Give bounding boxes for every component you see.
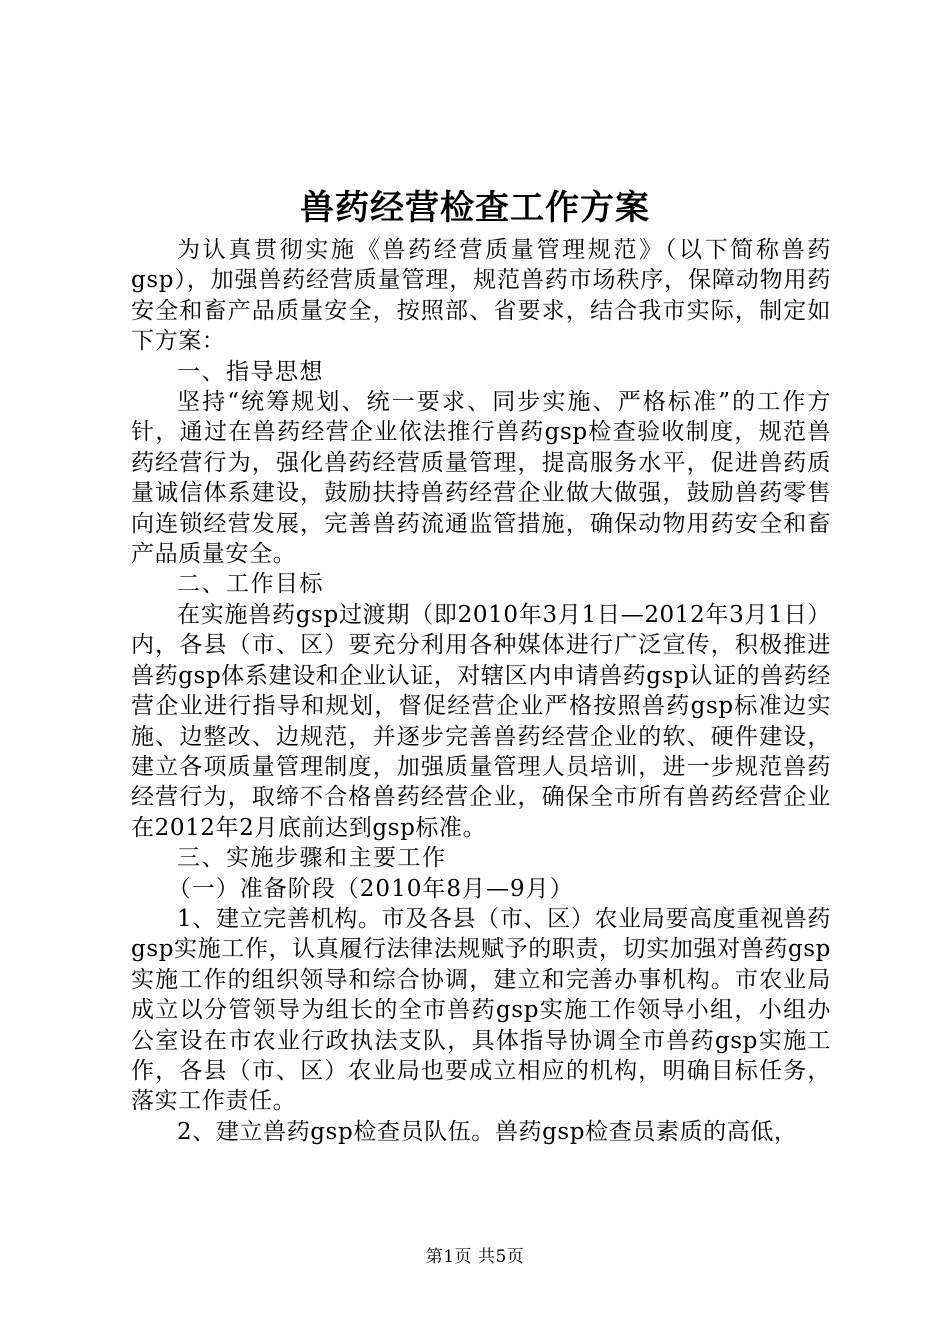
subsection-heading-preparation: （一）准备阶段（2010年8月—9月） xyxy=(167,875,574,902)
paragraph-item-1: 1、建立完善机构。市及各县（市、区）农业局要高度重视兽药gsp实施工作，认真履行法律法规赋予的职责，切实加强对兽药gsp实施工作的组织领导和综合协调，建立和完善办事机构。市农业局成立以分管领导为组长的全市兽药gsp实施工作领导小组，小组办公室设在市农业行政执法支队，具体指导协调全市兽药gsp实施工作，各县（市、区）农业局也要成立相应的机构，明确目标任务，落实工作责任。 xyxy=(131,905,831,1115)
paragraph-intro: 为认真贯彻实施《兽药经营质量管理规范》（以下简称兽药gsp），加强兽药经营质量管理，规范兽药市场秩序，保障动物用药安全和畜产品质量安全，按照部、省要求，结合我市实际，制定如下方案： xyxy=(131,237,831,355)
section-heading-guiding-thought: 一、指导思想 xyxy=(177,358,324,385)
paragraph-work-goals: 在实施兽药gsp过渡期（即2010年3月1日—2012年3月1日）内，各县（市、区）要充分利用各种媒体进行广泛宣传，积极推进兽药gsp体系建设和企业认证，对辖区内申请兽药gsp认证的兽药经营企业进行指导和规划，督促经营企业严格按照兽药gsp标准边实施、边整改、边规范，并逐步完善兽药经营企业的软、硬件建设，建立各项质量管理制度，加强质量管理人员培训，进一步规范兽药经营行为，取缔不合格兽药经营企业，确保全市所有兽药经营企业在2012年2月底前达到gsp标准。 xyxy=(131,601,831,841)
paragraph-item-2: 2、建立兽药gsp检查员队伍。兽药gsp检查员素质的高低， xyxy=(177,1118,798,1145)
document-title: 兽药经营检查工作方案 xyxy=(300,188,650,228)
section-heading-implementation-steps: 三、实施步骤和主要工作 xyxy=(177,845,447,872)
paragraph-guiding-thought: 坚持“统筹规划、统一要求、同步实施、严格标准”的工作方针，通过在兽药经营企业依法推行兽药gsp检查验收制度，规范兽药经营行为，强化兽药经营质量管理，提高服务水平，促进兽药质量诚信体系建设，鼓励扶持兽药经营企业做大做强，鼓励兽药零售向连锁经营发展，完善兽药流通监管措施，确保动物用药安全和畜产品质量安全。 xyxy=(131,389,831,568)
document-body xyxy=(131,235,831,1147)
section-heading-work-goals: 二、工作目标 xyxy=(177,571,324,598)
page-footer: 第1页 共5页 xyxy=(425,1247,525,1267)
